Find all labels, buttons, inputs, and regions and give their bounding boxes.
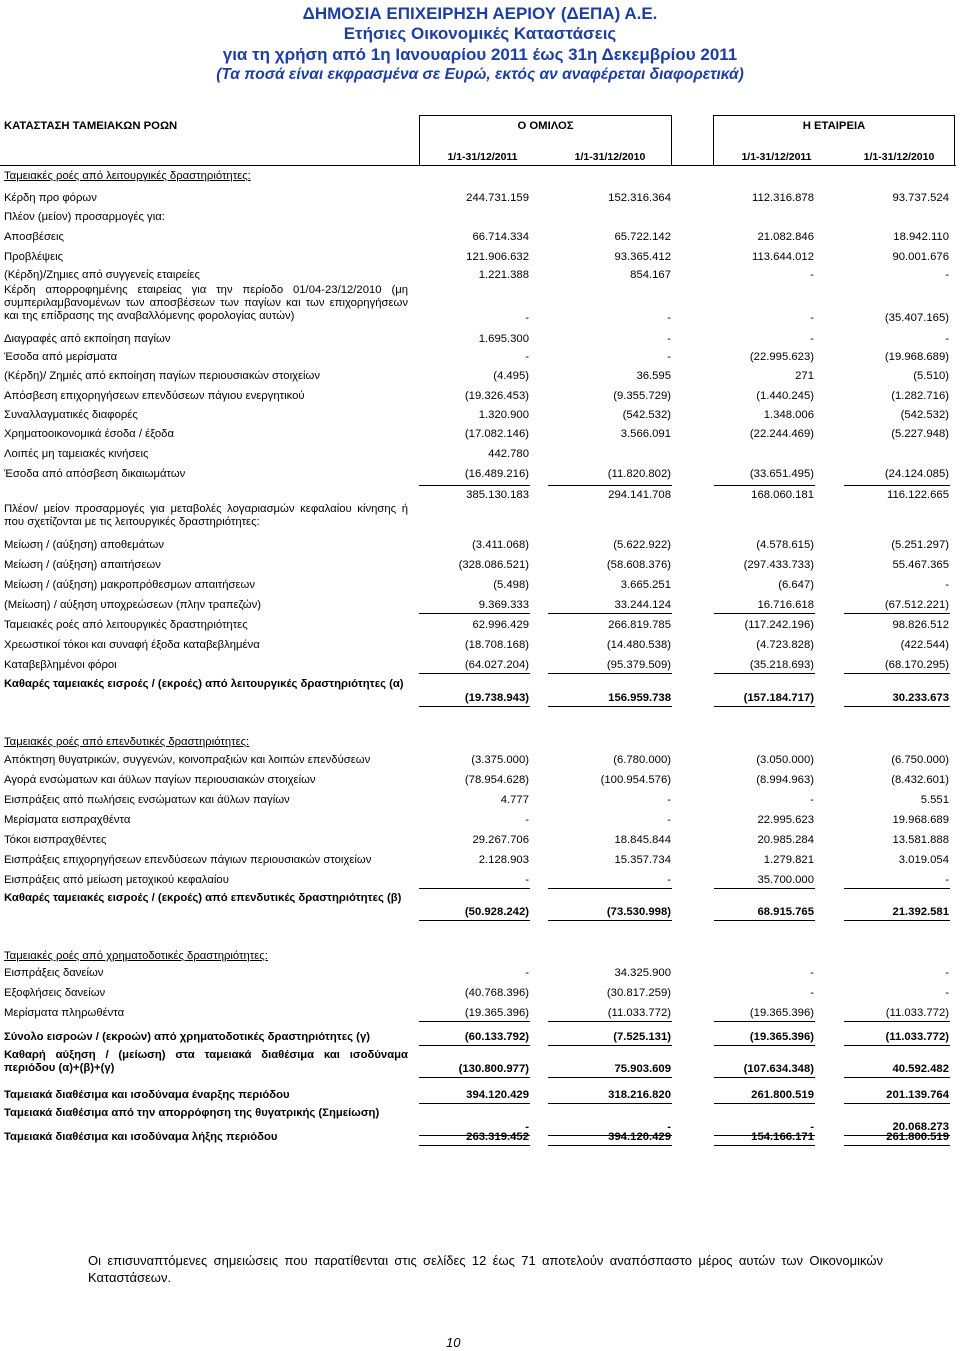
column-header: 1/1-31/12/2011 bbox=[447, 151, 518, 163]
amount-rule bbox=[419, 673, 530, 674]
cell-value: (9.355.729) bbox=[613, 390, 671, 402]
cell-value: (1.282.716) bbox=[891, 390, 949, 402]
row-label: Μείωση / (αύξηση) μακροπρόθεσμων απαιτήσεων bbox=[4, 579, 255, 591]
cell-value: 29.267.706 bbox=[472, 834, 529, 846]
amount-rule bbox=[419, 706, 530, 707]
cell-value: 15.357.734 bbox=[614, 854, 671, 866]
cell-value: - bbox=[810, 794, 814, 806]
amount-rule bbox=[844, 1103, 950, 1104]
cell-value: 13.581.888 bbox=[892, 834, 949, 846]
cell-value: 90.001.676 bbox=[892, 251, 949, 263]
cell-value: - bbox=[667, 814, 671, 826]
cell-value: (58.608.376) bbox=[606, 559, 671, 571]
row-label: Καθαρή αύξηση / (μείωση) στα ταμειακά διαθέσιμα και ισοδύναμα περιόδου (α)+(β)+(γ) bbox=[4, 1049, 408, 1074]
cell-value: (1.440.245) bbox=[756, 390, 814, 402]
cell-value: - bbox=[945, 579, 949, 591]
cell-value: 266.819.785 bbox=[608, 619, 671, 631]
cell-value: (18.708.168) bbox=[464, 639, 529, 651]
row-label: Ταμειακά διαθέσιμα και ισοδύναμα έναρξης περιόδου bbox=[4, 1089, 290, 1101]
amount-rule bbox=[419, 1077, 530, 1078]
cell-value: 35.700.000 bbox=[757, 874, 814, 886]
cell-value: (3.050.000) bbox=[756, 754, 814, 766]
cell-value: (4.723.828) bbox=[756, 639, 814, 651]
cell-value: (6.750.000) bbox=[891, 754, 949, 766]
cell-value: (11.033.772) bbox=[885, 1031, 949, 1043]
amount-rule bbox=[548, 920, 672, 921]
cell-value: 1.320.900 bbox=[478, 409, 529, 421]
cell-value: - bbox=[525, 814, 529, 826]
row-label: Τόκοι εισπραχθέντες bbox=[4, 834, 107, 846]
cell-value: 21.082.846 bbox=[757, 231, 814, 243]
cell-value: - bbox=[525, 312, 529, 324]
cell-value: 154.166.171 bbox=[751, 1131, 814, 1143]
cell-value: (17.082.146) bbox=[464, 428, 529, 440]
amount-rule bbox=[419, 1145, 530, 1146]
cell-value: (7.525.131) bbox=[613, 1031, 671, 1043]
cell-value: (5.622.922) bbox=[613, 539, 671, 551]
cell-value: 113.644.012 bbox=[752, 251, 814, 263]
row-label: Πλέον/ μείον προσαρμογές για μεταβολές λογαριασμών κεφαλαίου κίνησης ή που σχετίζονται με τις λειτουργικές δραστηριότητες: bbox=[4, 503, 408, 528]
cell-value: 1.695.300 bbox=[478, 333, 529, 345]
table-title: ΚΑΤΑΣΤΑΣΗ ΤΑΜΕΙΑΚΩΝ ΡΟΩΝ bbox=[4, 120, 178, 132]
cell-value: (5.510) bbox=[913, 370, 949, 382]
cell-value: 156.959.738 bbox=[608, 692, 671, 704]
row-label: Έσοδα από απόσβεση δικαιωμάτων bbox=[4, 468, 186, 480]
row-label: Προβλέψεις bbox=[4, 251, 64, 263]
row-label: Έσοδα από μερίσματα bbox=[4, 351, 118, 363]
amount-rule bbox=[714, 706, 815, 707]
row-label: Καταβεβλημένοι φόροι bbox=[4, 659, 117, 671]
cell-value: (19.326.453) bbox=[464, 390, 529, 402]
cell-value: (30.817.259) bbox=[606, 987, 671, 999]
cell-value: 318.216.820 bbox=[608, 1089, 671, 1101]
amount-rule bbox=[844, 613, 950, 614]
amount-rule bbox=[844, 1077, 950, 1078]
cell-value: (19.365.396) bbox=[464, 1007, 529, 1019]
cell-value: 442.780 bbox=[488, 448, 529, 460]
cell-value: (157.184.717) bbox=[743, 692, 814, 704]
cell-value: 98.826.512 bbox=[892, 619, 949, 631]
cell-value: (19.365.396) bbox=[749, 1007, 814, 1019]
cell-value: 18.942.110 bbox=[893, 231, 949, 243]
cell-value: - bbox=[667, 794, 671, 806]
cell-value: (40.768.396) bbox=[464, 987, 529, 999]
amount-rule bbox=[548, 1021, 672, 1022]
cell-value: 152.316.364 bbox=[608, 192, 671, 204]
amount-rule bbox=[844, 1021, 950, 1022]
row-label: Κέρδη προ φόρων bbox=[4, 192, 97, 204]
company-header-top-line bbox=[713, 115, 955, 116]
cell-value: 394.120.429 bbox=[466, 1089, 529, 1101]
amount-rule bbox=[548, 1145, 672, 1146]
cell-value: - bbox=[810, 333, 814, 345]
cell-value: - bbox=[667, 333, 671, 345]
amount-rule bbox=[714, 888, 815, 889]
row-label: Ταμειακές ροές από λειτουργικές δραστηριότητες bbox=[4, 619, 248, 631]
cell-value: 271 bbox=[795, 370, 814, 382]
section-heading: Ταμειακές ροές από λειτουργικές δραστηριότητες: bbox=[4, 170, 251, 182]
group-header-top-line bbox=[419, 115, 672, 116]
amount-rule bbox=[548, 1077, 672, 1078]
cell-value: 30.233.673 bbox=[892, 692, 949, 704]
cell-value: 65.722.142 bbox=[614, 231, 671, 243]
cell-value: 34.325.900 bbox=[614, 967, 671, 979]
row-label: Ταμειακά διαθέσιμα από την απορρόφηση της θυγατρικής (Σημείωση) bbox=[4, 1107, 380, 1119]
cell-value: - bbox=[810, 1121, 814, 1133]
subtotal-rule bbox=[714, 485, 815, 486]
cell-value: 294.141.708 bbox=[608, 489, 671, 501]
row-label: Καθαρές ταμειακές εισροές / (εκροές) από επενδυτικές δραστηριότητες (β) bbox=[4, 892, 402, 904]
group-header: Ο ΟΜΙΛΟΣ bbox=[517, 120, 574, 132]
page-number: 10 bbox=[446, 1335, 461, 1350]
cell-value: 394.120.429 bbox=[608, 1131, 671, 1143]
cell-value: 1.348.006 bbox=[763, 409, 814, 421]
cell-value: (297.433.733) bbox=[743, 559, 814, 571]
currency-note: (Τα ποσά είναι εκφρασμένα σε Ευρώ, εκτός αν αναφέρεται διαφορετικά) bbox=[216, 66, 744, 83]
cell-value: 112.316.878 bbox=[752, 192, 814, 204]
cell-value: 62.996.429 bbox=[472, 619, 529, 631]
section-heading: Ταμειακές ροές από επενδυτικές δραστηριότητες: bbox=[4, 736, 250, 748]
cell-value: (4.495) bbox=[493, 370, 529, 382]
cell-value: 4.777 bbox=[500, 794, 529, 806]
company-header: Η ΕΤΑΙΡΕΙΑ bbox=[802, 120, 866, 132]
row-label: Μερίσματα πληρωθέντα bbox=[4, 1007, 125, 1019]
period-title: για τη χρήση από 1η Ιανουαρίου 2011 έως 31η Δεκεμβρίου 2011 bbox=[222, 45, 738, 64]
amount-rule bbox=[548, 1103, 672, 1104]
cell-value: (67.512.221) bbox=[884, 599, 949, 611]
cell-value: - bbox=[810, 987, 814, 999]
cell-value: - bbox=[810, 967, 814, 979]
amount-rule bbox=[548, 888, 672, 889]
amount-rule bbox=[714, 673, 815, 674]
amount-rule bbox=[548, 613, 672, 614]
amount-rule bbox=[714, 1021, 815, 1022]
cell-value: 19.968.689 bbox=[892, 814, 949, 826]
cell-value: 33.244.124 bbox=[614, 599, 671, 611]
cell-value: 40.592.482 bbox=[892, 1063, 949, 1075]
row-label: Χρηματοοικονομικά έσοδα / έξοδα bbox=[4, 428, 175, 440]
cell-value: (22.995.623) bbox=[749, 351, 814, 363]
cell-value: (73.530.998) bbox=[606, 906, 671, 918]
cell-value: 121.906.632 bbox=[466, 251, 529, 263]
cell-value: 75.903.609 bbox=[614, 1063, 671, 1075]
cell-value: 20.985.284 bbox=[757, 834, 814, 846]
amount-rule bbox=[844, 1045, 950, 1046]
column-header: 1/1-31/12/2011 bbox=[741, 151, 812, 163]
cell-value: - bbox=[525, 1121, 529, 1133]
cell-value: (35.218.693) bbox=[749, 659, 814, 671]
cell-value: 66.714.334 bbox=[472, 231, 529, 243]
amount-rule bbox=[419, 613, 530, 614]
amount-rule bbox=[714, 920, 815, 921]
row-label: (Μείωση) / αύξηση υποχρεώσεων (πλην τραπεζών) bbox=[4, 599, 262, 611]
cell-value: 22.995.623 bbox=[757, 814, 814, 826]
cell-value: (22.244.469) bbox=[749, 428, 814, 440]
cell-value: (50.928.242) bbox=[464, 906, 529, 918]
cell-value: (19.365.396) bbox=[749, 1031, 814, 1043]
column-header: 1/1-31/12/2010 bbox=[574, 151, 646, 163]
cell-value: (19.968.689) bbox=[884, 351, 949, 363]
amount-rule bbox=[844, 706, 950, 707]
cell-value: 3.019.054 bbox=[898, 854, 949, 866]
cell-value: (107.634.348) bbox=[743, 1063, 814, 1075]
header-rule bbox=[0, 165, 956, 166]
cell-value: (68.170.295) bbox=[884, 659, 949, 671]
cell-value: (5.227.948) bbox=[891, 428, 949, 440]
cell-value: 3.566.091 bbox=[620, 428, 671, 440]
row-label: Απόκτηση θυγατρικών, συγγενών, κοινοπραξιών και λοιπών επενδύσεων bbox=[4, 754, 371, 766]
row-label: Εισπράξεις από μείωση μετοχικού κεφαλαίου bbox=[4, 874, 229, 886]
cell-value: (14.480.538) bbox=[606, 639, 671, 651]
footnote: Οι επισυναπτόμενες σημειώσεις που παρατίθενται στις σελίδες 12 έως 71 αποτελούν αναπόσπαστο μέρος αυτών των Οικονομικών Καταστάσεων. bbox=[88, 1253, 883, 1285]
cell-value: 261.800.519 bbox=[886, 1131, 949, 1143]
cell-value: 201.139.764 bbox=[886, 1089, 949, 1101]
cell-value: (16.489.216) bbox=[464, 468, 529, 480]
cell-value: 116.122.665 bbox=[887, 489, 949, 501]
cell-value: - bbox=[525, 351, 529, 363]
cell-value: (328.086.521) bbox=[458, 559, 529, 571]
cell-value: (19.738.943) bbox=[464, 692, 529, 704]
row-label: (Κέρδη)/ Ζημιές από εκποίηση παγίων περιουσιακών στοιχείων bbox=[4, 370, 321, 382]
row-label: Εισπράξεις δανείων bbox=[4, 967, 104, 979]
statements-title: Ετήσιες Οικονομικές Καταστάσεις bbox=[343, 24, 617, 43]
amount-rule bbox=[714, 1077, 815, 1078]
cell-value: 5.551 bbox=[920, 794, 949, 806]
cell-value: (5.251.297) bbox=[891, 539, 949, 551]
cell-value: - bbox=[667, 1121, 671, 1133]
cell-value: (95.379.509) bbox=[606, 659, 671, 671]
row-label: Λοιπές μη ταμειακές κινήσεις bbox=[4, 448, 149, 460]
amount-rule bbox=[548, 673, 672, 674]
cell-value: 93.365.412 bbox=[614, 251, 671, 263]
row-label: Εξοφλήσεις δανείων bbox=[4, 987, 106, 999]
cell-value: (5.498) bbox=[493, 579, 529, 591]
amount-rule bbox=[714, 1045, 815, 1046]
cell-value: 854.167 bbox=[630, 269, 671, 281]
cell-value: - bbox=[945, 269, 949, 281]
cell-value: 261.800.519 bbox=[751, 1089, 814, 1101]
cell-value: 16.716.618 bbox=[757, 599, 814, 611]
cell-value: (11.033.772) bbox=[607, 1007, 671, 1019]
amount-rule bbox=[844, 888, 950, 889]
row-label: Καθαρές ταμειακές εισροές / (εκροές) από λειτουργικές δραστηριότητες (α) bbox=[4, 678, 404, 690]
row-label: Μείωση / (αύξηση) αποθεμάτων bbox=[4, 539, 164, 551]
cell-value: 168.060.181 bbox=[751, 489, 814, 501]
cell-value: 1.221.388 bbox=[478, 269, 529, 281]
row-label: Αγορά ενσώματων και άϋλων παγίων περιουσιακών στοιχείων bbox=[4, 774, 316, 786]
amount-rule bbox=[844, 1145, 950, 1146]
cell-value: 20.068.273 bbox=[892, 1121, 949, 1133]
amount-rule bbox=[419, 1103, 530, 1104]
row-label: (Κέρδη)/Ζημιες από συγγενείς εταιρείες bbox=[4, 269, 200, 281]
amount-rule bbox=[844, 920, 950, 921]
amount-rule bbox=[419, 1021, 530, 1022]
row-label: Αποσβέσεις bbox=[4, 231, 64, 243]
amount-rule bbox=[548, 1045, 672, 1046]
cell-value: - bbox=[945, 874, 949, 886]
cell-value: (24.124.085) bbox=[884, 468, 949, 480]
amount-rule bbox=[419, 920, 530, 921]
cell-value: 3.665.251 bbox=[620, 579, 671, 591]
cell-value: 68.915.765 bbox=[757, 906, 814, 918]
row-label: Μείωση / (αύξηση) απαιτήσεων bbox=[4, 559, 161, 571]
cell-value: (3.411.068) bbox=[472, 539, 529, 551]
cell-value: 55.467.365 bbox=[892, 559, 949, 571]
cell-value: 9.369.333 bbox=[478, 599, 529, 611]
subtotal-rule bbox=[419, 485, 530, 486]
cell-value: (35.407.165) bbox=[884, 312, 949, 324]
cell-value: - bbox=[945, 333, 949, 345]
cell-value: 2.128.903 bbox=[478, 854, 529, 866]
row-label: Χρεωστικοί τόκοι και συναφή έξοδα καταβεβλημένα bbox=[4, 639, 260, 651]
cell-value: (117.242.196) bbox=[744, 619, 814, 631]
cell-value: - bbox=[667, 874, 671, 886]
cell-value: 21.392.581 bbox=[892, 906, 949, 918]
cell-value: (8.432.601) bbox=[891, 774, 949, 786]
row-label: Διαγραφές από εκποίηση παγίων bbox=[4, 333, 171, 345]
cell-value: 385.130.183 bbox=[466, 489, 529, 501]
cell-value: 93.737.524 bbox=[892, 192, 949, 204]
cell-value: (422.544) bbox=[900, 639, 949, 651]
amount-rule bbox=[714, 1103, 815, 1104]
cell-value: (64.027.204) bbox=[464, 659, 529, 671]
cell-value: (4.578.615) bbox=[756, 539, 814, 551]
cell-value: - bbox=[667, 312, 671, 324]
cell-value: (130.800.977) bbox=[458, 1063, 529, 1075]
cell-value: (60.133.792) bbox=[464, 1031, 529, 1043]
cell-value: - bbox=[525, 874, 529, 886]
row-label: Σύνολο εισροών / (εκροών) από χρηματοδοτικές δραστηριότητες (γ) bbox=[4, 1031, 370, 1043]
cell-value: - bbox=[945, 967, 949, 979]
cell-value: 263.319.452 bbox=[466, 1131, 529, 1143]
cell-value: (6.647) bbox=[778, 579, 814, 591]
row-label: Ταμειακά διαθέσιμα και ισοδύναμα λήξης περιόδου bbox=[4, 1131, 278, 1143]
amount-rule bbox=[714, 1145, 815, 1146]
cell-value: - bbox=[525, 967, 529, 979]
amount-rule bbox=[419, 888, 530, 889]
cell-value: (542.532) bbox=[622, 409, 671, 421]
subtotal-rule bbox=[844, 485, 950, 486]
cell-value: 18.845.844 bbox=[614, 834, 671, 846]
cell-value: (100.954.576) bbox=[600, 774, 671, 786]
amount-rule bbox=[419, 1045, 530, 1046]
cell-value: - bbox=[810, 312, 814, 324]
amount-rule bbox=[548, 706, 672, 707]
cell-value: - bbox=[945, 987, 949, 999]
cell-value: - bbox=[667, 351, 671, 363]
row-label: Εισπράξεις επιχορηγήσεων επενδύσεων πάγιων περιουσιακών στοιχείων bbox=[4, 854, 372, 866]
cell-value: (33.651.495) bbox=[749, 468, 814, 480]
row-label: Εισπράξεις από πωλήσεις ενσώματων και άϋλων παγίων bbox=[4, 794, 290, 806]
cell-value: (542.532) bbox=[900, 409, 949, 421]
amount-rule bbox=[714, 613, 815, 614]
cell-value: (11.033.772) bbox=[885, 1007, 949, 1019]
subtotal-rule bbox=[548, 485, 672, 486]
cell-value: - bbox=[810, 269, 814, 281]
row-label: Κέρδη απορροφημένης εταιρείας για την περίοδο 01/04-23/12/2010 (μη συμπεριλαμβανομένων των αποσβέσεων των παγίων και των επιχορηγήσεων και της επίδρασης της αναβαλλόμενης φορολογίας αυτών) bbox=[4, 284, 408, 322]
row-label: Μερίσματα εισπραχθέντα bbox=[4, 814, 131, 826]
cell-value: (8.994.963) bbox=[756, 774, 814, 786]
amount-rule bbox=[844, 673, 950, 674]
row-label: Συναλλαγματικές διαφορές bbox=[4, 409, 138, 421]
cell-value: (78.954.628) bbox=[464, 774, 529, 786]
section-heading: Ταμειακές ροές από χρηματοδοτικές δραστηριότητες: bbox=[4, 950, 268, 962]
cell-value: (3.375.000) bbox=[471, 754, 529, 766]
company-title: ΔΗΜΟΣΙΑ ΕΠΙΧΕΙΡΗΣΗ ΑΕΡΙΟΥ (ΔΕΠΑ) Α.Ε. bbox=[302, 4, 658, 23]
row-label: Απόσβεση επιχορηγήσεων επενδύσεων πάγιου ενεργητικού bbox=[4, 390, 305, 402]
cell-value: 244.731.159 bbox=[466, 192, 529, 204]
cell-value: (11.820.802) bbox=[607, 468, 671, 480]
row-label: Πλέον (μείον) προσαρμογές για: bbox=[4, 211, 165, 223]
cell-value: 1.279.821 bbox=[763, 854, 814, 866]
company-header-right-line bbox=[954, 115, 955, 165]
column-header: 1/1-31/12/2010 bbox=[863, 151, 935, 163]
cell-value: (6.780.000) bbox=[613, 754, 671, 766]
cell-value: 36.595 bbox=[636, 370, 671, 382]
